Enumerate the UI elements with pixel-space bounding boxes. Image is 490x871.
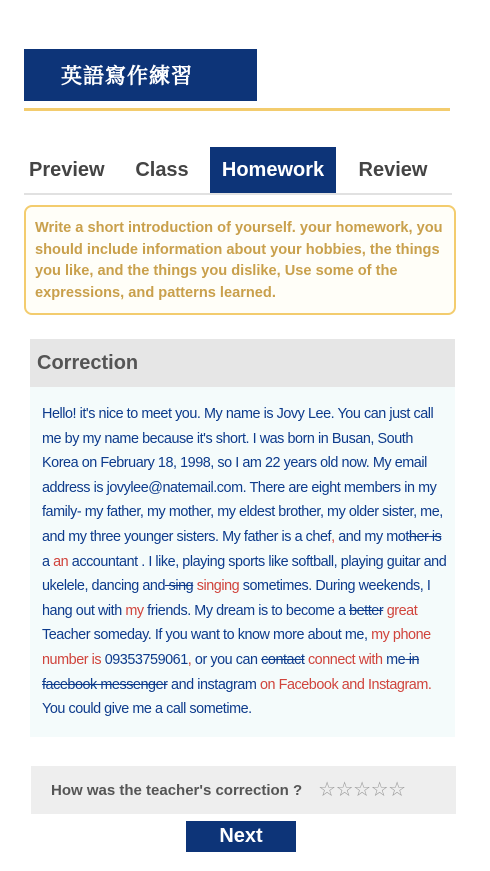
seg: and my mot: [334, 528, 409, 545]
homework-prompt-text: Write a short introduction of yourself. your homework, you should include information about your hobbies, the things you like, and the things you dislike, Use some of the expressions, and patterns learned.: [35, 220, 443, 301]
star-icon[interactable]: ☆: [335, 779, 354, 801]
added-text: on Facebook and Instagram.: [259, 676, 432, 693]
seg: accountant . I like, playing sports like softball, playing guitar and ukelele, dancing and: [42, 553, 447, 595]
app-title-text: 英語寫作練習: [61, 64, 193, 88]
star-icon[interactable]: ☆: [318, 779, 337, 801]
homework-prompt: [24, 205, 456, 315]
title-divider: [24, 108, 450, 111]
tab-class[interactable]: Class: [135, 158, 189, 181]
added-text: ,: [331, 528, 335, 545]
seg: You could give me a call sometime.: [42, 701, 252, 718]
deleted-text: in facebook messenger: [42, 651, 420, 693]
rating-question: How was the teacher's correction ?: [51, 781, 303, 799]
seg: sometimes. During weekends, I hang out with: [42, 578, 431, 619]
deleted-text: contact: [261, 651, 305, 668]
seg: friends. My dream is to become a: [143, 602, 350, 619]
added-text: ,: [187, 651, 192, 668]
seg: a: [42, 553, 54, 570]
tab-review[interactable]: Review: [358, 158, 428, 181]
added-text: singing: [193, 578, 243, 595]
correction-text: [30, 387, 455, 737]
star-icon[interactable]: ☆: [353, 779, 372, 801]
star-rating: [318, 780, 406, 800]
tab-homework[interactable]: Homework: [210, 147, 336, 193]
star-icon[interactable]: ☆: [370, 779, 389, 801]
seg: Hello! it's nice to meet you. My name is Jovy Lee. You can just call me by my name because it's short. I was born in Busan, South Korea on February 18, 1998, so I am 22 years old now. My email address is jovylee@natemail.com. There are eight members in my family- my father, my mother, my eldest brother, my older sister, me, and my three younger sisters. My father is a chef: [42, 406, 443, 545]
seg: and instagram: [167, 676, 260, 693]
app-title: [24, 49, 257, 101]
tab-bar: [24, 147, 452, 195]
correction-heading: [30, 339, 455, 387]
seg: me: [386, 651, 406, 668]
added-text: an: [53, 553, 72, 570]
rating-bar: [31, 766, 456, 814]
seg: or you can: [191, 651, 262, 668]
added-text: my phone number is: [42, 627, 431, 668]
star-icon[interactable]: ☆: [388, 779, 407, 801]
deleted-text: better: [349, 602, 384, 619]
seg: 09353759061: [101, 651, 188, 668]
added-text: great: [383, 602, 418, 619]
added-text: my: [125, 602, 144, 619]
next-button[interactable]: [186, 821, 296, 852]
seg: Teacher someday. If you want to know more about me,: [42, 627, 372, 644]
tab-preview[interactable]: Preview: [29, 158, 105, 181]
deleted-text: sing: [165, 578, 194, 595]
deleted-text: her is: [408, 528, 442, 545]
next-button-label: Next: [219, 825, 263, 847]
correction-heading-text: Correction: [37, 351, 139, 374]
added-text: connect with: [304, 651, 387, 668]
